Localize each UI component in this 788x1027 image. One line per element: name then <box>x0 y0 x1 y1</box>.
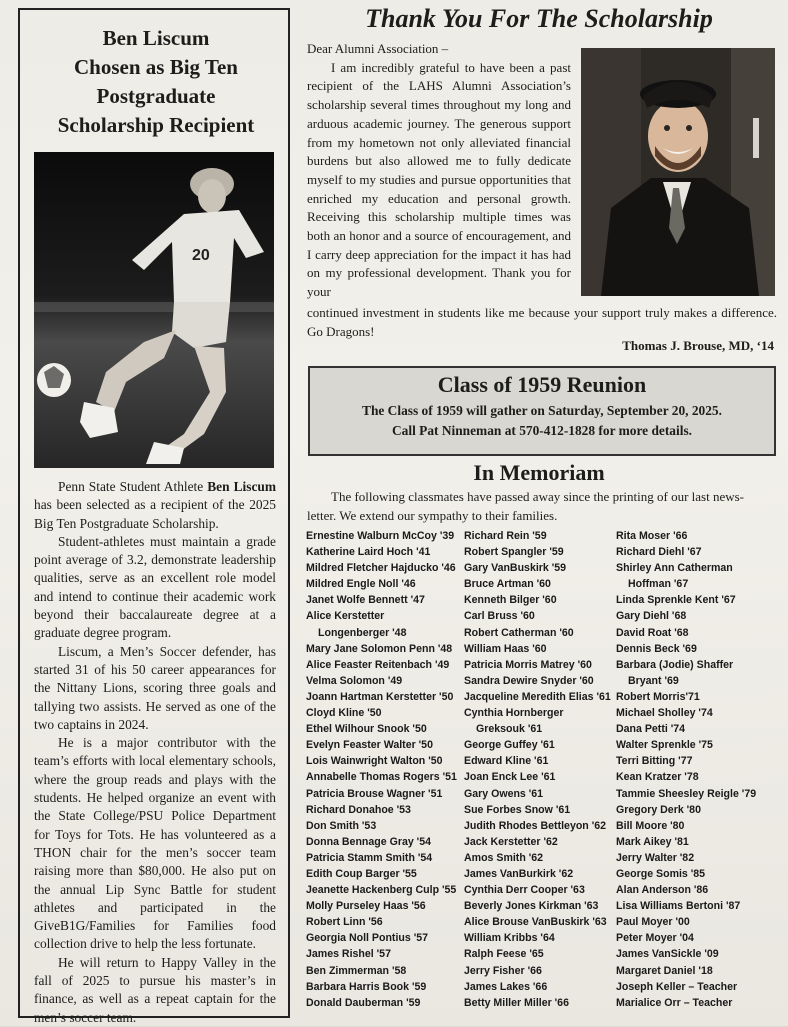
memoriam-name: Don Smith '53 <box>306 819 377 832</box>
title-line: Chosen as Big Ten <box>74 55 238 79</box>
memoriam-name: Jerry Fisher '66 <box>464 964 542 977</box>
memoriam-name: Alice Feaster Reitenbach '49 <box>306 658 450 671</box>
memoriam-name: Carl Bruss '60 <box>464 610 535 623</box>
thank-you-letter <box>307 40 571 302</box>
letter-body-end: continued investment in students like me because your support truly makes a difference. Go Dragons! <box>307 305 777 339</box>
memoriam-name: Molly Purseley Haas '56 <box>306 900 426 913</box>
memoriam-name: James VanBurkirk '62 <box>464 867 574 880</box>
article-body <box>34 478 276 1027</box>
title-line: Postgraduate <box>96 84 216 108</box>
memoriam-name: Lois Wainwright Walton '50 <box>306 755 443 768</box>
memoriam-name: Judith Rhodes Bettleyon '62 <box>464 819 607 832</box>
memoriam-name: Margaret Daniel '18 <box>616 964 713 977</box>
memoriam-name: William Kribbs '64 <box>464 932 555 945</box>
memoriam-name: Ralph Feese '65 <box>464 948 544 961</box>
memoriam-column-2 <box>464 528 611 1011</box>
memoriam-name: Georgia Noll Pontius '57 <box>306 932 429 945</box>
memoriam-name: Joseph Keller – Teacher <box>616 980 738 993</box>
memoriam-name: Katherine Laird Hoch '41 <box>306 546 431 559</box>
memoriam-name: Mary Jane Solomon Penn '48 <box>306 642 453 655</box>
memoriam-name: Mark Aikey '81 <box>616 835 689 848</box>
memoriam-name: James VanSickle '09 <box>616 948 719 961</box>
memoriam-name: Cynthia Derr Cooper '63 <box>464 884 585 897</box>
memoriam-name: Gary VanBuskirk '59 <box>464 562 567 575</box>
memoriam-name: Mildred Fletcher Hajducko '46 <box>306 562 456 575</box>
memoriam-name: Alice Kerstetter <box>306 610 385 623</box>
memoriam-name: Barbara (Jodie) Shaffer <box>616 658 734 671</box>
memoriam-name: Jeanette Hackenberg Culp '55 <box>306 884 457 897</box>
memoriam-name: Cynthia Hornberger <box>464 707 564 720</box>
article-paragraph: Penn State Student Athlete Ben Liscum has been selected as a recipient of the 2025 Big Ten Postgraduate Scholarship. <box>34 479 277 531</box>
memoriam-name: Alice Brouse VanBuskirk '63 <box>464 916 607 929</box>
memoriam-name: Greksouk '61 <box>476 723 543 736</box>
memoriam-name: Velma Solomon '49 <box>306 674 403 687</box>
reunion-date-line: The Class of 1959 will gather on Saturday, September 20, 2025. <box>362 403 722 418</box>
memoriam-name: Cloyd Kline '50 <box>306 707 382 720</box>
memoriam-name: Patricia Stamm Smith '54 <box>306 851 433 864</box>
memoriam-name: Bill Moore '80 <box>616 819 685 832</box>
memoriam-name: Richard Donahoe '53 <box>306 803 411 816</box>
memoriam-name: Bryant '69 <box>628 674 679 687</box>
memoriam-name: Ernestine Walburn McCoy '39 <box>306 530 455 542</box>
article-paragraph: He will return to Happy Valley in the fall of 2025 to pursue his master’s in finance, as well as a repeat captain for the men’s soccer team. <box>34 954 276 1025</box>
memoriam-intro-line: letter. We extend our sympathy to their families. <box>307 507 558 523</box>
memoriam-name: Robert Linn '56 <box>306 916 383 929</box>
memoriam-name: Tammie Sheesley Reigle '79 <box>616 787 757 800</box>
memoriam-name: William Haas '60 <box>464 642 547 655</box>
memoriam-name: Edward Kline '61 <box>464 755 549 768</box>
memoriam-name: Barbara Harris Book '59 <box>306 980 427 993</box>
reunion-details <box>310 401 774 441</box>
memoriam-name: Dennis Beck '69 <box>616 642 697 655</box>
letter-body: I am incredibly grateful to have been a past recipient of the LAHS Alumni Association’s scholarship several times throughout my long and arduous academic journey. The generous support from my hometown not only alleviated financial burdens but also allowed me to fully dedicate myself to my studies and pursue opportunities that enriched my education and personal growth. Receiving this scholarship multiple times was both an honor and a source of encouragement, and I carry deep appreciation for the impact it has had on my professional development. Thank you for your <box>307 59 571 300</box>
memoriam-name: Shirley Ann Catherman <box>616 562 733 575</box>
memoriam-name: James Lakes '66 <box>464 980 548 993</box>
memoriam-name: Patricia Morris Matrey '60 <box>464 658 592 671</box>
memoriam-name: Linda Sprenkle Kent '67 <box>616 594 736 607</box>
memoriam-name: Paul Moyer '00 <box>616 916 690 929</box>
athlete-name: Ben Liscum <box>207 479 277 494</box>
memoriam-column-1 <box>306 528 457 1011</box>
memoriam-name: Dana Petti '74 <box>616 723 686 736</box>
memoriam-name: Kenneth Bilger '60 <box>464 594 557 607</box>
memoriam-name: Joann Hartman Kerstetter '50 <box>306 690 454 703</box>
memoriam-name: Gregory Derk '80 <box>616 803 701 816</box>
memoriam-name: Robert Catherman '60 <box>464 626 574 639</box>
memoriam-name: Walter Sprenkle '75 <box>616 739 713 752</box>
memoriam-name: Kean Kratzer '78 <box>616 771 699 784</box>
letter-signature: Thomas J. Brouse, MD, ‘14 <box>622 338 774 353</box>
letter-title: Thank You For The Scholarship <box>365 4 713 33</box>
memoriam-name: Richard Diehl '67 <box>616 546 702 559</box>
memoriam-name: Janet Wolfe Bennett '47 <box>306 594 425 607</box>
graduate-portrait-photo <box>581 48 775 296</box>
memoriam-name: Robert Morris'71 <box>616 690 700 703</box>
letter-salutation: Dear Alumni Association – <box>307 41 449 56</box>
memoriam-name: Bruce Artman '60 <box>464 578 551 591</box>
jersey-number: 20 <box>192 247 210 264</box>
memoriam-name: Marialice Orr – Teacher <box>616 996 733 1009</box>
scholarship-article <box>18 8 290 1025</box>
article-title <box>20 24 292 140</box>
memoriam-column-3 <box>616 528 756 1011</box>
memoriam-name: Alan Anderson '86 <box>616 884 709 897</box>
memoriam-name: Sue Forbes Snow '61 <box>464 803 571 816</box>
memoriam-name: Patricia Brouse Wagner '51 <box>306 787 443 800</box>
article-paragraph: He is a major contributor with the team’s efforts with local elementary schools, where the group reads and plays with the students. He helped organize an event with the State College/PSU Police Department for Toys for Tots. He has volunteered as a THON chair for the men’s soccer team raising more than $80,000. He also put on the annual Lip Sync Battle for student athletes and participated in the GiveB1G/Families for Families food collection drive to help the less fortunate. <box>34 735 276 952</box>
memoriam-name: Gary Diehl '68 <box>616 610 687 623</box>
memoriam-name: Jerry Walter '82 <box>616 851 695 864</box>
memoriam-name: Jacqueline Meredith Elias '61 <box>464 690 611 703</box>
article-paragraph: Liscum, a Men’s Soccer defender, has started 31 of his 50 career appearances for the Nittany Lions, scoring three goals and tallying two assists. He served as one of the two captains in 2024. <box>34 643 276 732</box>
article-paragraph: Student-athletes must maintain a grade point average of 3.2, demonstrate leadership qualities, serve as an excellent role model and intend to continue their academic work beyond their baccalaureate degree at a graduate degree program. <box>34 533 276 641</box>
memoriam-name: Donna Bennage Gray '54 <box>306 835 431 848</box>
memoriam-name: Sandra Dewire Snyder '60 <box>464 674 594 687</box>
memoriam-name: George Somis '85 <box>616 867 706 880</box>
memoriam-name: Richard Rein '59 <box>464 530 547 542</box>
memoriam-name: Evelyn Feaster Walter '50 <box>306 739 433 752</box>
reunion-announcement <box>308 366 776 456</box>
memoriam-name: Rita Moser '66 <box>616 530 688 542</box>
memoriam-intro <box>307 488 777 525</box>
memoriam-name: George Guffey '61 <box>464 739 555 752</box>
memoriam-name: Beverly Jones Kirkman '63 <box>464 900 599 913</box>
memoriam-name: Longenberger '48 <box>318 626 407 639</box>
memoriam-name: James Rishel '57 <box>306 948 391 961</box>
memoriam-name: Betty Miller Miller '66 <box>464 996 569 1009</box>
memoriam-name: Mildred Engle Noll '46 <box>306 578 416 591</box>
memoriam-name: Peter Moyer '04 <box>616 932 694 945</box>
title-line: Ben Liscum <box>102 26 210 50</box>
memoriam-name: Joan Enck Lee '61 <box>464 771 556 784</box>
memoriam-name: Ethel Wilhour Snook '50 <box>306 723 427 736</box>
memoriam-name: Annabelle Thomas Rogers '51 <box>306 771 457 784</box>
memoriam-name: Robert Spangler '59 <box>464 546 564 559</box>
memoriam-name: Gary Owens '61 <box>464 787 544 800</box>
memoriam-name: Edith Coup Barger '55 <box>306 867 417 880</box>
memoriam-name: Michael Sholley '74 <box>616 707 713 720</box>
memoriam-name: Amos Smith '62 <box>464 851 544 864</box>
memoriam-name: Ben Zimmerman '58 <box>306 964 407 977</box>
reunion-title: Class of 1959 Reunion <box>437 372 647 397</box>
memoriam-intro-line: The following classmates have passed away since the printing of our last news- <box>331 489 744 504</box>
memoriam-name: Donald Dauberman '59 <box>306 996 421 1009</box>
soccer-player-photo <box>34 152 274 468</box>
title-line: Scholarship Recipient <box>57 113 255 137</box>
reunion-contact-line: Call Pat Ninneman at 570-412-1828 for more details. <box>391 423 693 438</box>
memoriam-name: Hoffman '67 <box>628 578 689 591</box>
memoriam-name: Jack Kerstetter '62 <box>464 835 558 848</box>
memoriam-name: Terri Bitting '77 <box>616 755 693 768</box>
memoriam-name: Lisa Williams Bertoni '87 <box>616 900 741 913</box>
memoriam-title: In Memoriam <box>473 460 605 485</box>
memoriam-name: David Roat '68 <box>616 626 689 639</box>
